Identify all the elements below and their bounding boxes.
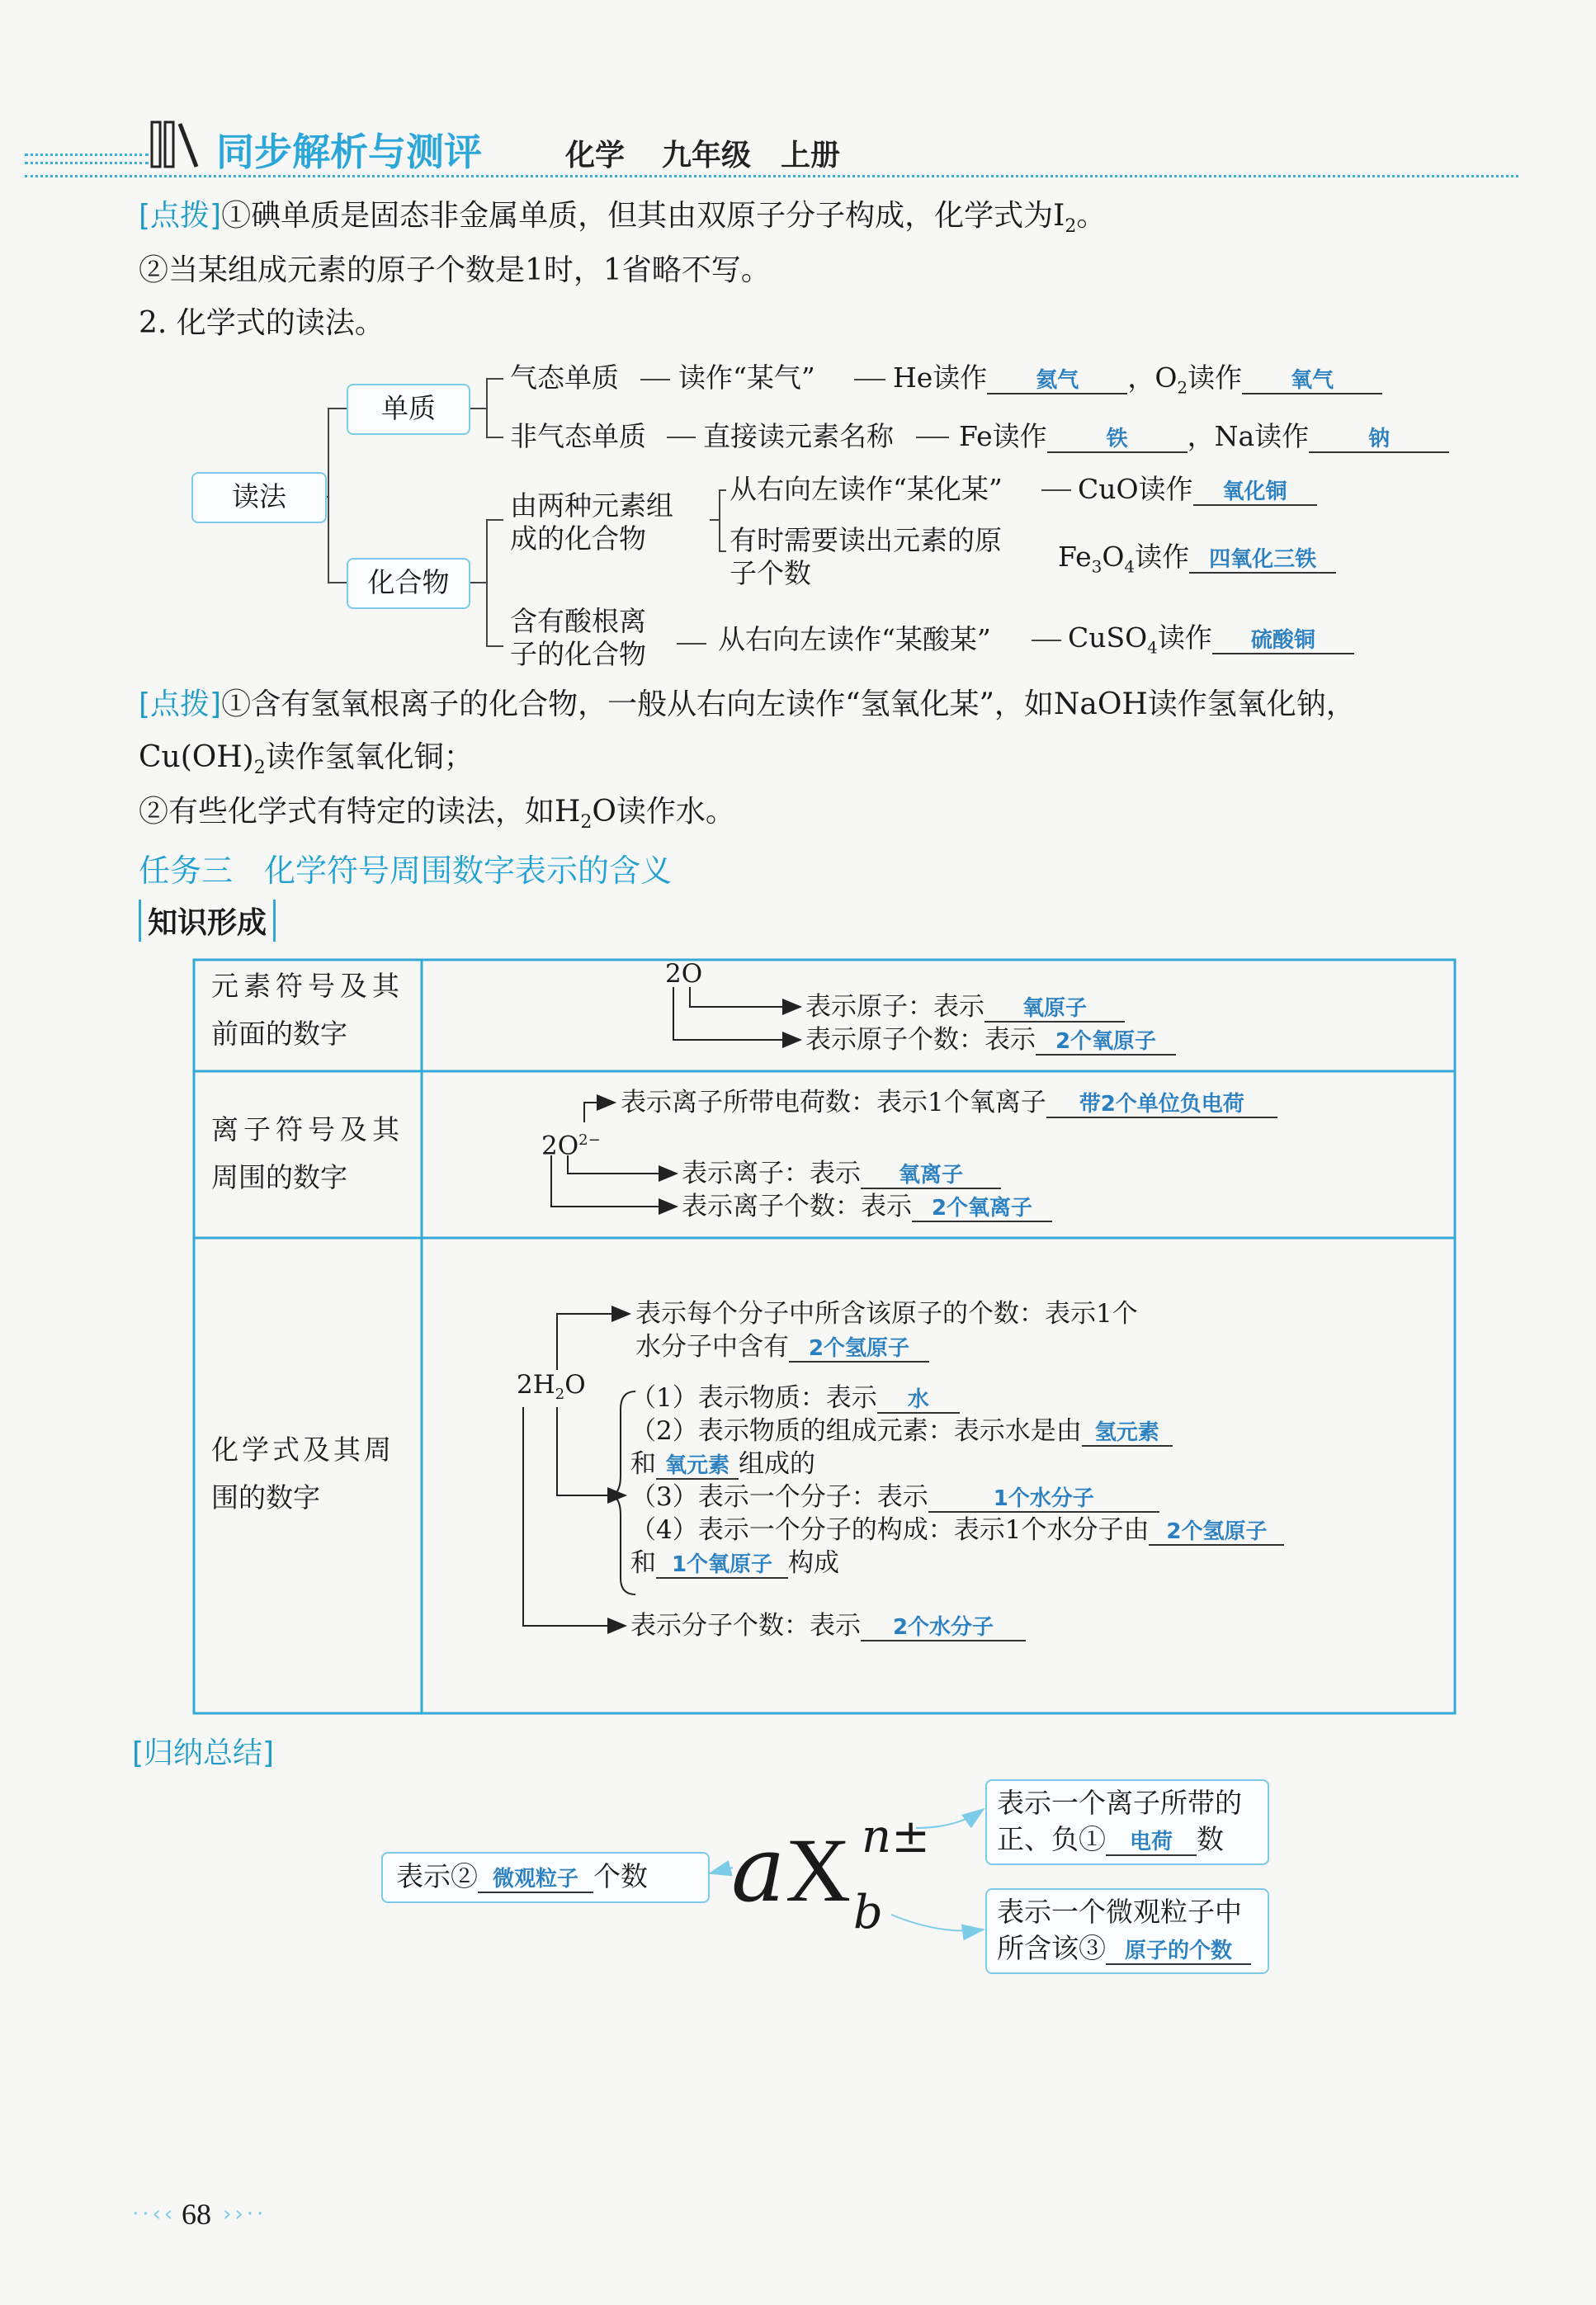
node-gas: 气态单质	[510, 361, 619, 394]
tip2-line2: $Cu(OH)_2$读作氢氧化铜；	[139, 740, 474, 779]
fe3o4-reading: $Fe_3O_4$读作 四氧化三铁	[1058, 540, 1336, 584]
row2-symbol: $2O^{2-}$	[541, 1131, 601, 1161]
row3-element-h-answer: 氢元素	[1082, 1421, 1173, 1447]
row1-count-answer: 2个氧原子	[1036, 1030, 1176, 1056]
book-volume: 上册	[781, 139, 841, 172]
header-dots-left-2	[25, 162, 149, 164]
row3-molecule-count: 表示分子个数：表示 2个水分子	[630, 1609, 1026, 1642]
row3-molecule-answer: 1个水分子	[928, 1487, 1159, 1513]
tip1-tag: [点拨]	[139, 199, 222, 233]
symbol-x: X	[785, 1820, 852, 1920]
tip2-line1: [点拨]①含有氢氧根离子的化合物，一般从右向左读作“氢氧化某”，如NaOH读作氢氧化钠，	[139, 687, 1356, 721]
row3-meaning-2: （2）表示物质的组成元素：表示水是由 氢元素	[630, 1415, 1173, 1448]
row2-ion-count: 表示离子个数：表示 2个氧离子	[682, 1190, 1052, 1223]
row3-meaning-4: （4）表示一个分子的构成：表示1个水分子由 2个氢原子	[630, 1514, 1284, 1547]
node-acid-2: 子的化合物	[510, 638, 646, 670]
fe-reading: Fe读作 铁 ，Na读作 钠	[959, 419, 1449, 454]
header-dots-left	[25, 154, 149, 156]
node-compound: 化合物	[347, 558, 470, 609]
general-symbol	[731, 1816, 851, 1924]
summary-bottom-box: 表示一个微观粒子中 所含该③ 原子的个数	[985, 1888, 1269, 1974]
row2-charge-answer: 带2个单位负电荷	[1046, 1093, 1277, 1118]
symbol-a: a	[731, 1816, 786, 1922]
nongas-rule: 直接读元素名称	[703, 420, 894, 452]
row2-ion: 表示离子：表示 氧离子	[682, 1157, 1001, 1190]
row1-symbol: 2O	[665, 959, 703, 989]
acid-rule: 从右向左读作“某酸某”	[718, 623, 991, 655]
symbol-subscript: b	[853, 1886, 883, 1939]
reading-heading: 2. 化学式的读法。	[139, 306, 385, 340]
cuso4-reading: CuSO$_4$读作 硫酸铜	[1068, 621, 1354, 665]
fe-answer: 铁	[1047, 427, 1188, 453]
row3-atoms-line2: 水分子中含有 2个氢原子	[635, 1330, 929, 1363]
cuo-answer: 氧化铜	[1193, 480, 1317, 506]
summary-tag: [归纳总结]	[132, 1736, 275, 1770]
row1-label-1: 元素符号及其	[211, 970, 404, 1002]
task3-title: 任务三 化学符号周围数字表示的含义	[139, 853, 673, 889]
row2-label-2: 周围的数字	[211, 1161, 347, 1193]
row3-atoms-answer: 2个氢原子	[789, 1337, 929, 1363]
node-elemental: 单质	[347, 384, 470, 435]
row3-structure-o-answer: 1个氧原子	[656, 1553, 788, 1579]
symbol-charge: n±	[862, 1810, 930, 1863]
summary-left-answer: 微观粒子	[478, 1868, 593, 1893]
count-rule-1: 有时需要读出元素的原	[730, 524, 1002, 556]
book-grade: 九年级	[662, 139, 752, 172]
row3-element-o-answer: 氧元素	[656, 1454, 739, 1480]
row3-meaning-3: （3）表示一个分子：表示 1个水分子	[630, 1481, 1159, 1514]
summary-top-box: 表示一个离子所带的 正、负① 电荷 数	[985, 1779, 1269, 1865]
row1-atom-count: 表示原子个数：表示 2个氧原子	[805, 1023, 1176, 1056]
row3-meaning-1: （1）表示物质：表示 水	[630, 1382, 960, 1415]
row1-label-2: 前面的数字	[211, 1018, 347, 1050]
book-logo-icon	[149, 116, 215, 173]
row3-label-2: 围的数字	[211, 1481, 320, 1514]
row3-atoms-line1: 表示每个分子中所含该原子的个数：表示1个	[635, 1299, 1138, 1329]
row3-meaning-2b: 和 氧元素 组成的	[630, 1449, 815, 1479]
tip2-tag: [点拨]	[139, 687, 222, 721]
node-binary-2: 成的化合物	[510, 522, 646, 555]
page-number: 68	[182, 2198, 211, 2231]
count-rule-2: 子个数	[730, 557, 811, 589]
summary-left-box: 表示② 微观粒子 个数	[381, 1852, 710, 1903]
tip1-line2: ②当某组成元素的原子个数是1时，1省略不写。	[139, 253, 771, 287]
row1-atom: 表示原子：表示 氧原子	[805, 990, 1125, 1023]
page-number-decor-right: ››··	[223, 2202, 267, 2227]
row2-charge: 表示离子所带电荷数：表示1个氧离子 带2个单位负电荷	[621, 1086, 1277, 1119]
book-title: 同步解析与测评	[216, 130, 482, 174]
node-acid-1: 含有酸根离	[510, 605, 646, 637]
summary-bottom-answer: 原子的个数	[1106, 1939, 1251, 1965]
row2-label-1: 离子符号及其	[211, 1113, 404, 1145]
summary-top-answer: 电荷	[1106, 1830, 1197, 1856]
cuo-reading: CuO读作 氧化铜	[1078, 472, 1317, 507]
node-binary-1: 由两种元素组	[510, 489, 673, 522]
node-root: 读法	[191, 472, 327, 523]
row2-ion-answer: 氧离子	[861, 1164, 1001, 1189]
cuso4-answer: 硫酸铜	[1212, 629, 1354, 654]
he-answer: 氦气	[987, 369, 1127, 394]
o2-answer: 氧气	[1242, 369, 1382, 394]
row3-structure-h-answer: 2个氢原子	[1149, 1520, 1284, 1546]
row3-molecule-count-answer: 2个水分子	[861, 1616, 1026, 1641]
tip2-line3: ②有些化学式有特定的读法，如$H_2O$读作水。	[139, 795, 735, 834]
na-answer: 钠	[1309, 427, 1449, 453]
row2-ion-count-answer: 2个氧离子	[912, 1197, 1052, 1222]
row3-label-1: 化学式及其周	[211, 1434, 394, 1466]
header-divider	[25, 175, 1518, 177]
row1-atom-answer: 氧原子	[985, 997, 1125, 1023]
row3-meaning-4b: 和 1个氧原子 构成	[630, 1548, 839, 1578]
node-nongas: 非气态单质	[510, 420, 646, 452]
book-subject: 化学	[565, 139, 626, 172]
row3-symbol: $2H_2O$	[517, 1370, 586, 1404]
he-reading: He读作 氦气 ，$O_2$读作 氧气	[893, 361, 1382, 405]
knowledge-tag: 知识形成	[139, 900, 276, 942]
gas-rule: 读作“某气”	[678, 361, 815, 394]
fe3o4-answer: 四氧化三铁	[1189, 548, 1336, 574]
binary-rule: 从右向左读作“某化某”	[730, 473, 1003, 505]
tip1-line1: [点拨]①碘单质是固态非金属单质，但其由双原子分子构成，化学式为$I_2$。	[139, 199, 1107, 238]
page-number-decor-left: ··‹‹	[132, 2202, 177, 2227]
row3-substance-answer: 水	[877, 1388, 960, 1414]
